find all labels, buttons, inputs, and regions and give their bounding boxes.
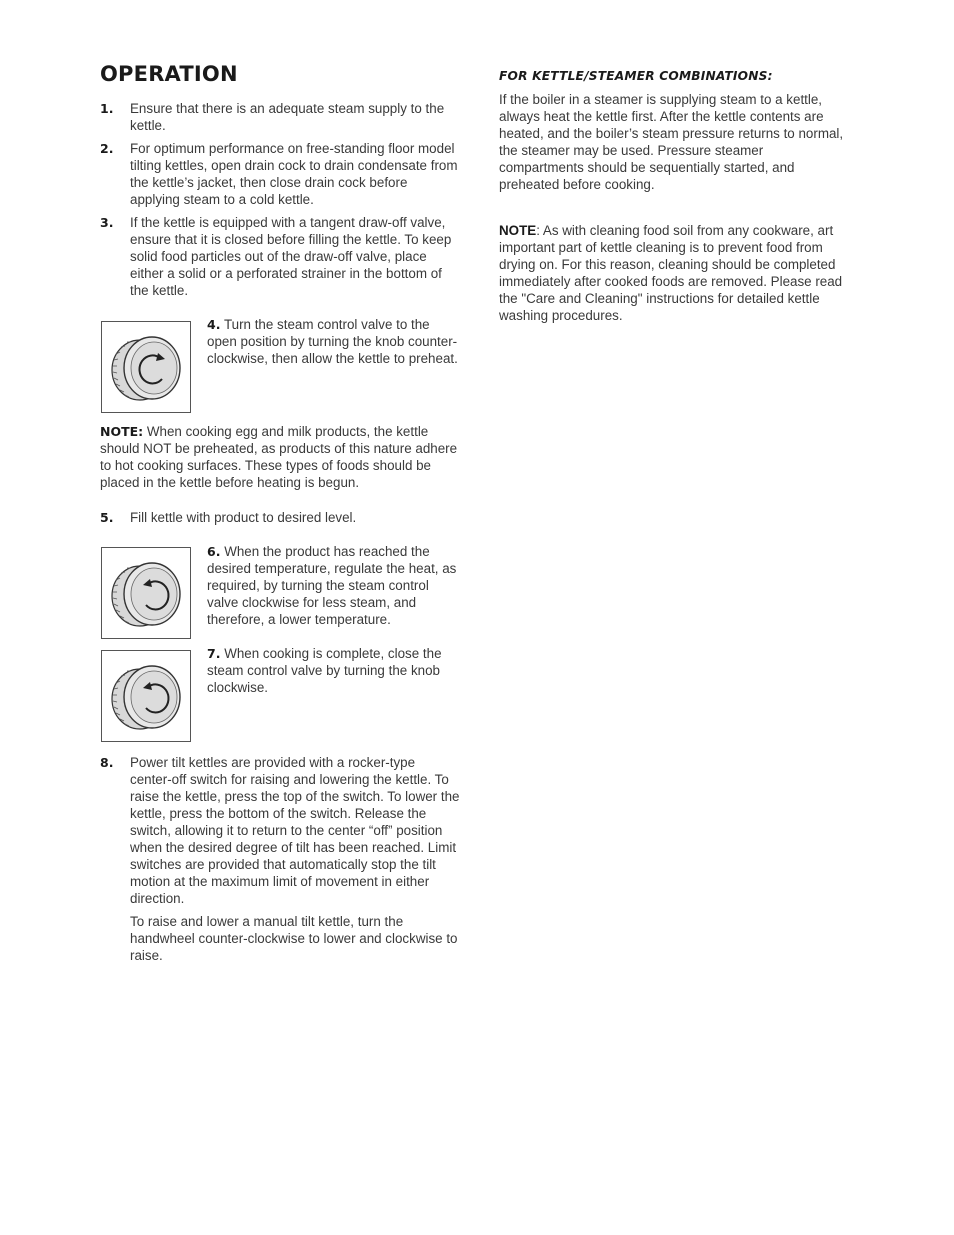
step-text: When cooking is complete, close the steam control valve by turning the knob clockwise. (207, 646, 442, 695)
knob-illustration-counterclockwise (101, 321, 191, 413)
knob-illustration-clockwise-close (101, 650, 191, 742)
valve-knob-icon (102, 548, 190, 638)
note-egg-milk (100, 423, 460, 491)
step-text: When the product has reached the desired temperature, regulate the heat, as required, by turning the steam control valve clockwise for less steam, and therefore, a lower temperature. (207, 544, 457, 627)
knob-illustration-clockwise (101, 547, 191, 639)
step-number: 6. (207, 544, 221, 559)
valve-knob-icon (102, 651, 190, 741)
step-4 (207, 316, 459, 367)
note-cleaning (499, 222, 849, 324)
step-3 (100, 214, 460, 299)
step-number: 2. (100, 141, 114, 156)
step-5 (100, 509, 460, 526)
step-text-manual-tilt: To raise and lower a manual tilt kettle, turn the handwheel counter-clockwise to lower and clockwise to raise. (130, 914, 458, 963)
section-heading-kettle-steamer: FOR KETTLE/STEAMER COMBINATIONS: (499, 69, 773, 83)
step-text: If the kettle is equipped with a tangent draw-off valve, ensure that it is closed before filling the kettle. To keep solid food particles out of the draw-off valve, place either a solid or a perforated strainer in the bottom of the kettle. (130, 215, 452, 298)
step-number: 7. (207, 646, 221, 661)
step-1 (100, 100, 460, 134)
step-text: Turn the steam control valve to the open position by turning the knob counter-clockwise, then allow the kettle to preheat. (207, 317, 458, 366)
step-text: Ensure that there is an adequate steam supply to the kettle. (130, 101, 445, 133)
step-number: 5. (100, 510, 114, 525)
step-8 (100, 754, 460, 964)
page-title: OPERATION (100, 62, 238, 86)
step-number: 8. (100, 755, 114, 770)
step-text: Fill kettle with product to desired level. (130, 510, 357, 525)
note-text: : As with cleaning food soil from any cookware, art important part of kettle cleaning is to prevent food from drying on. For this reason, cleaning should be completed immediately after cooked foods are removed. Please read the "Care and Cleaning" instructions for detailed kettle washing procedures. (499, 223, 843, 323)
note-text: When cooking egg and milk products, the kettle should NOT be preheated, as products of this nature adhere to hot cooking surfaces. These types of foods should be placed in the kettle before heating is begun. (100, 424, 458, 490)
step-number: 1. (100, 101, 114, 116)
valve-knob-icon (102, 322, 190, 412)
step-7 (207, 645, 459, 696)
step-text: Power tilt kettles are provided with a rocker-type center-off switch for raising and lowering the kettle. To raise the kettle, press the top of the switch. To lower the kettle, press the bottom of the switch. Release the switch, allowing it to return to the center “off” position when the desired degree of tilt has been reached. Limit switches are provided that automatically stop the tilt motion at the maximum limit of movement in either direction. (130, 755, 460, 906)
step-number: 3. (100, 215, 114, 230)
step-text: For optimum performance on free-standing floor model tilting kettles, open drain cock to drain condensate from the kettle’s jacket, then close drain cock before applying steam to a cold kettle. (130, 141, 458, 207)
step-number: 4. (207, 317, 221, 332)
step-2 (100, 140, 460, 208)
kettle-steamer-paragraph: If the boiler in a steamer is supplying steam to a kettle, always heat the kettle first. After the kettle contents are heated, and the boiler’s steam pressure returns to normal, the steamer may be used. Pressure steamer compartments should be sequentially started, and preheated before cooking. (499, 92, 844, 192)
note-label: NOTE (499, 223, 537, 238)
step-6 (207, 543, 459, 628)
note-label: NOTE: (100, 424, 144, 439)
